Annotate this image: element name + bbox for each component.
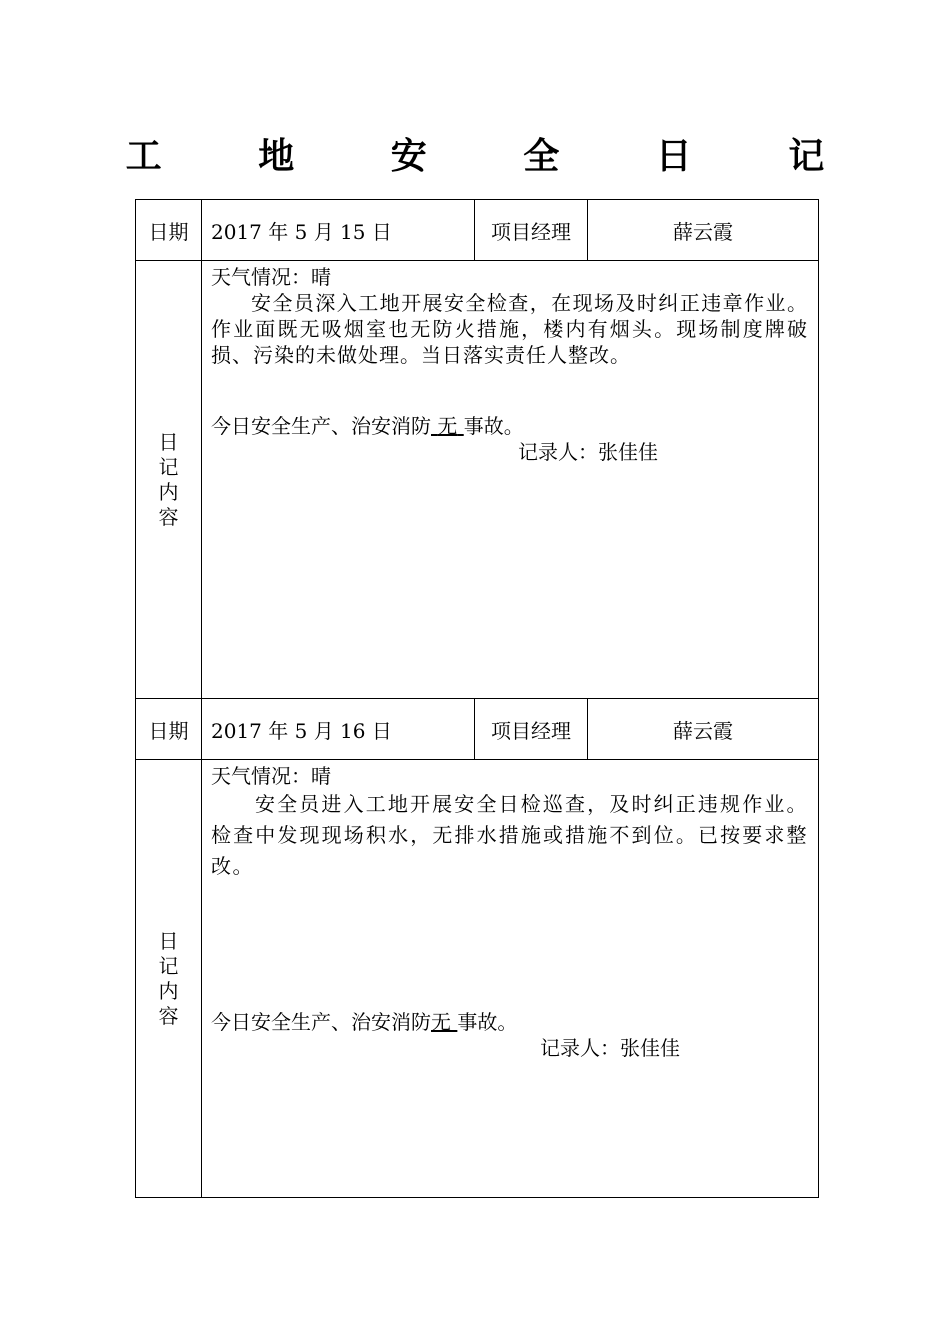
- entry-content-row: [136, 760, 819, 1198]
- diary-body: 安全员进入工地开展安全日检巡查，及时纠正违规作业。检查中发现现场积水，无排水措施或措施不到位。已按要求整改。: [211, 792, 808, 878]
- weather-line: 天气情况：晴: [211, 265, 331, 289]
- weather-line: 天气情况：晴: [211, 764, 331, 788]
- manager-label: 项目经理: [475, 699, 588, 760]
- accident-status: 无: [437, 414, 458, 438]
- manager-name: 薛云霞: [588, 699, 819, 760]
- diary-content: [202, 261, 819, 699]
- manager-name: 薛云霞: [588, 200, 819, 261]
- diary-table: [135, 199, 819, 1198]
- recorder: 记录人：张佳佳: [518, 440, 658, 464]
- content-label-cell: [136, 261, 202, 699]
- date-label: 日期: [136, 200, 202, 261]
- manager-label: 项目经理: [475, 200, 588, 261]
- date-label: 日期: [136, 699, 202, 760]
- entry-header-row: [136, 699, 819, 760]
- summary-line: 今日安全生产、治安消防无 事故。: [211, 1010, 518, 1034]
- diary-body: 安全员深入工地开展安全检查，在现场及时纠正违章作业。作业面既无吸烟室也无防火措施，楼内有烟头。现场制度牌破损、污染的未做处理。当日落实责任人整改。: [211, 291, 808, 367]
- accident-status: 无: [431, 1010, 451, 1034]
- content-label: 日 记 内 容: [158, 928, 179, 1028]
- entry-header-row: [136, 200, 819, 261]
- date-value: 2017 年 5 月 16 日: [202, 699, 475, 760]
- diary-content: [202, 760, 819, 1198]
- content-label: 日 记 内 容: [158, 429, 179, 529]
- date-value: 2017 年 5 月 15 日: [202, 200, 475, 261]
- summary-line: 今日安全生产、治安消防 无 事故。: [211, 414, 524, 438]
- page-title: 工 地 安 全 日 记: [125, 136, 867, 177]
- content-label-cell: [136, 760, 202, 1198]
- entry-content-row: [136, 261, 819, 699]
- recorder: 记录人：张佳佳: [540, 1036, 680, 1060]
